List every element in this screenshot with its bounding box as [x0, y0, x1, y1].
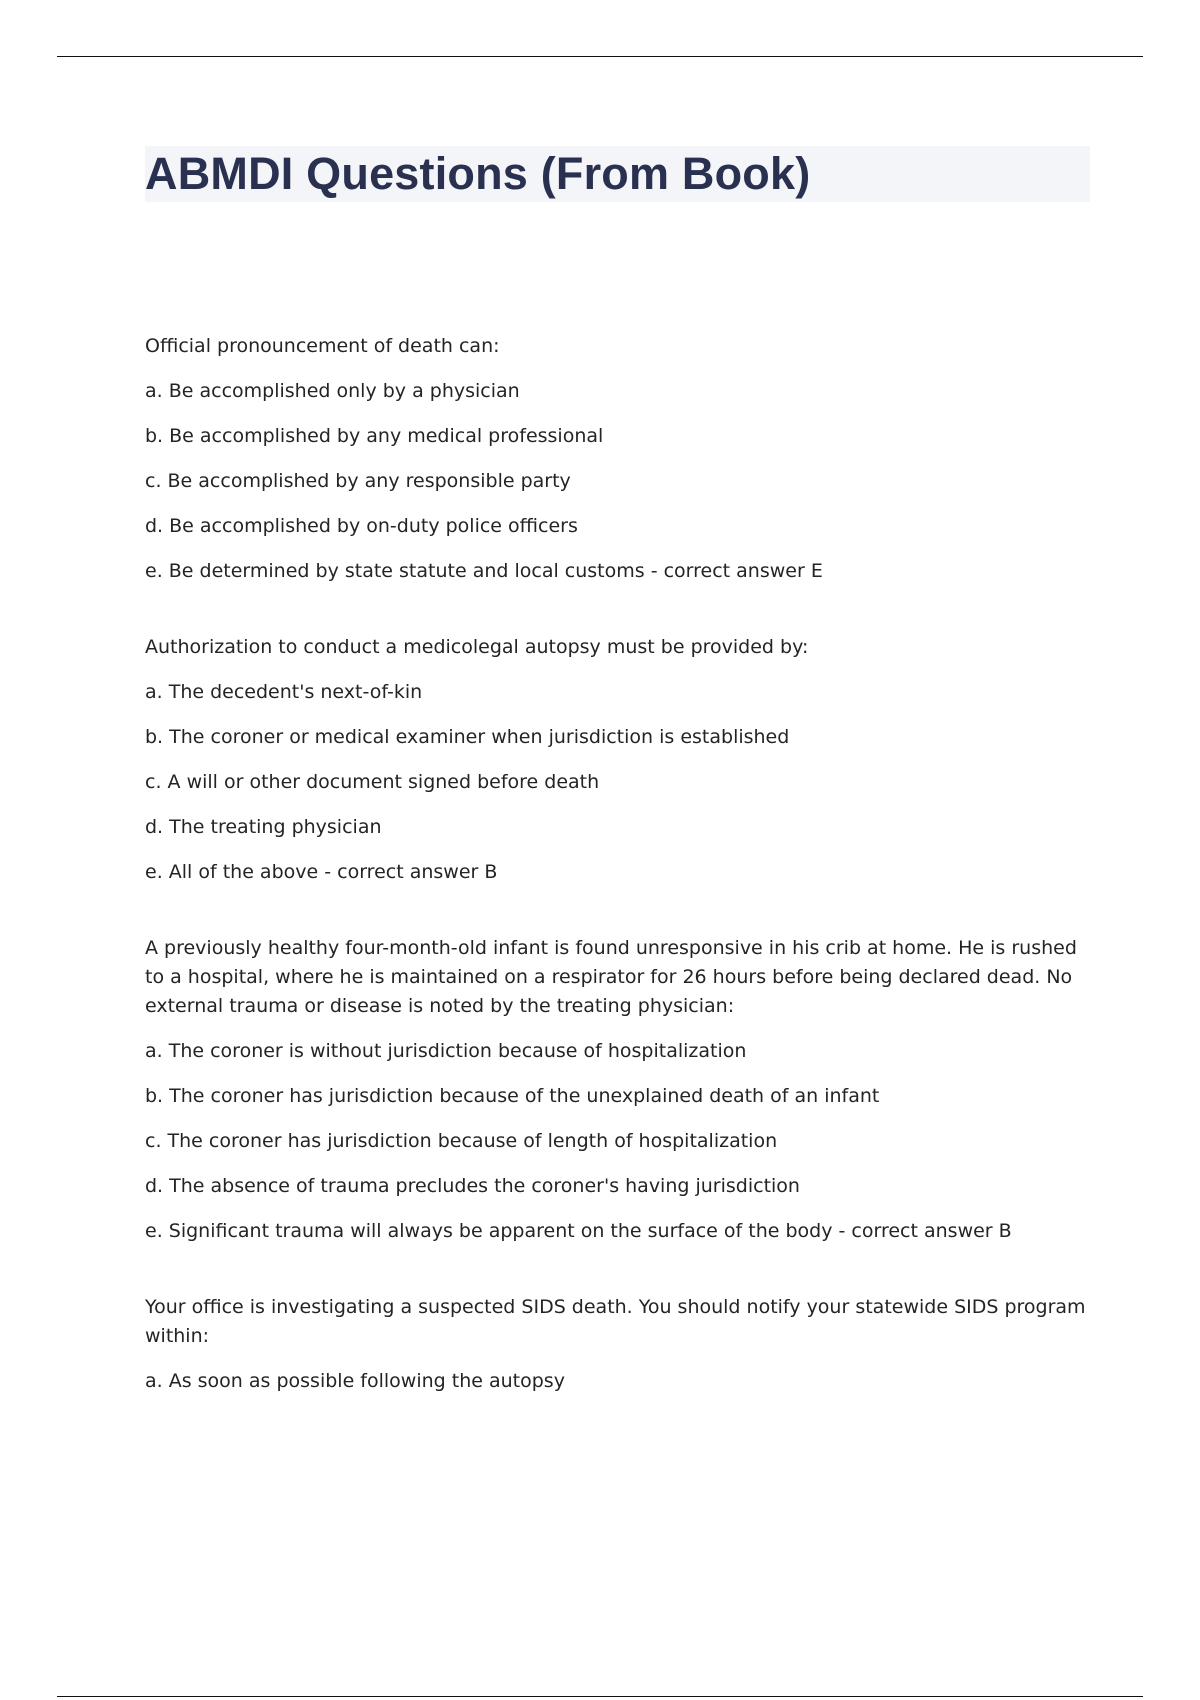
answer-option: a. As soon as possible following the autopsy: [145, 1370, 565, 1392]
question-block-4: [145, 1293, 1090, 1396]
bottom-rule: [57, 1696, 1143, 1697]
answer-option: a. Be accomplished only by a physician: [145, 380, 520, 402]
answer-option: e. All of the above - correct answer B: [145, 861, 498, 883]
question-prompt: Official pronouncement of death can:: [145, 335, 500, 357]
question-prompt: Authorization to conduct a medicolegal autopsy must be provided by:: [145, 636, 809, 658]
top-rule: [57, 56, 1143, 57]
question-block-1: [145, 332, 1090, 586]
question-prompt: Your office is investigating a suspected SIDS death. You should notify your statewide SIDS program within:: [145, 1296, 1086, 1347]
question-block-3: [145, 934, 1090, 1246]
answer-option: a. The decedent's next-of-kin: [145, 681, 423, 703]
answer-option: e. Be determined by state statute and local customs - correct answer E: [145, 560, 823, 582]
answer-option: c. The coroner has jurisdiction because of length of hospitalization: [145, 1130, 778, 1152]
question-block-2: [145, 633, 1090, 887]
answer-option: d. The treating physician: [145, 816, 382, 838]
answer-option: b. Be accomplished by any medical professional: [145, 425, 604, 447]
answer-option: e. Significant trauma will always be apparent on the surface of the body - correct answer B: [145, 1220, 1012, 1242]
answer-option: b. The coroner has jurisdiction because of the unexplained death of an infant: [145, 1085, 880, 1107]
answer-option: d. Be accomplished by on-duty police officers: [145, 515, 578, 537]
question-list: [145, 332, 1090, 1443]
answer-option: c. Be accomplished by any responsible party: [145, 470, 571, 492]
page-title: ABMDI Questions (From Book): [145, 148, 811, 199]
answer-option: d. The absence of trauma precludes the coroner's having jurisdiction: [145, 1175, 800, 1197]
question-prompt: A previously healthy four-month-old infant is found unresponsive in his crib at home. He is rushed to a hospital, where he is maintained on a respirator for 26 hours before being declared dead. No external trauma or disease is noted by the treating physician:: [145, 937, 1077, 1017]
answer-option: a. The coroner is without jurisdiction because of hospitalization: [145, 1040, 747, 1062]
answer-option: c. A will or other document signed before death: [145, 771, 600, 793]
answer-option: b. The coroner or medical examiner when jurisdiction is established: [145, 726, 790, 748]
